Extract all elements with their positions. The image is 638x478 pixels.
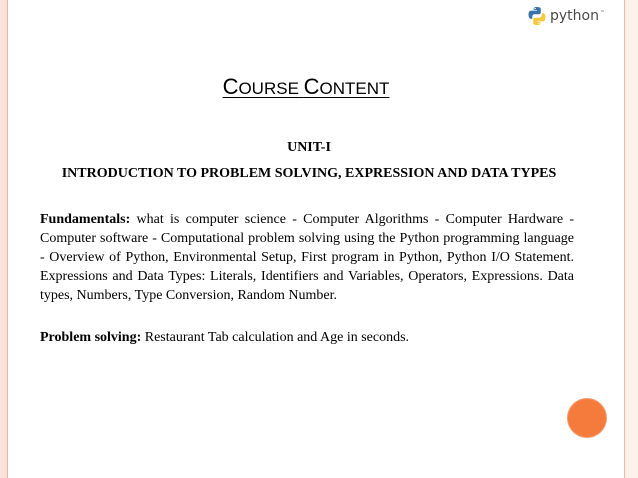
left-border-band xyxy=(0,0,7,478)
fundamentals-label: Fundamentals: xyxy=(40,212,131,227)
right-border-band xyxy=(625,0,638,478)
problem-solving-text: Restaurant Tab calculation and Age in seconds. xyxy=(141,330,410,345)
problem-solving-paragraph xyxy=(40,328,574,347)
fundamentals-paragraph xyxy=(40,210,574,305)
title-cap-letter-2: C xyxy=(303,74,320,99)
python-snake-icon xyxy=(527,6,547,26)
left-border-line xyxy=(7,0,8,478)
trademark-mark: ™ xyxy=(599,10,605,16)
title-word-2-rest: ONTENT xyxy=(319,79,390,98)
title-word-1-rest: OURSE xyxy=(238,79,304,98)
fundamentals-text: what is computer science - Computer Algorithms - Computer Hardware - Computer software - Computational problem solving using the Python programming language - Overview of Python, Environmental Setup, First program in Python, Python I/O Statement. Expressions and Data Types: Literals, Identifiers and Variables, Operators, Expressions. Data types, Numbers, Type Conversion, Random Number. xyxy=(40,212,574,303)
orange-circle-decoration xyxy=(568,399,606,437)
python-logo xyxy=(527,5,605,27)
problem-solving-label: Problem solving: xyxy=(40,330,142,345)
unit-heading: INTRODUCTION TO PROBLEM SOLVING, EXPRESSION AND DATA TYPES xyxy=(61,166,557,181)
unit-label: UNIT-I xyxy=(287,140,331,155)
python-logo-text: python xyxy=(550,8,599,24)
title-cap-letter-1: C xyxy=(222,74,239,99)
slide-title xyxy=(0,74,612,100)
